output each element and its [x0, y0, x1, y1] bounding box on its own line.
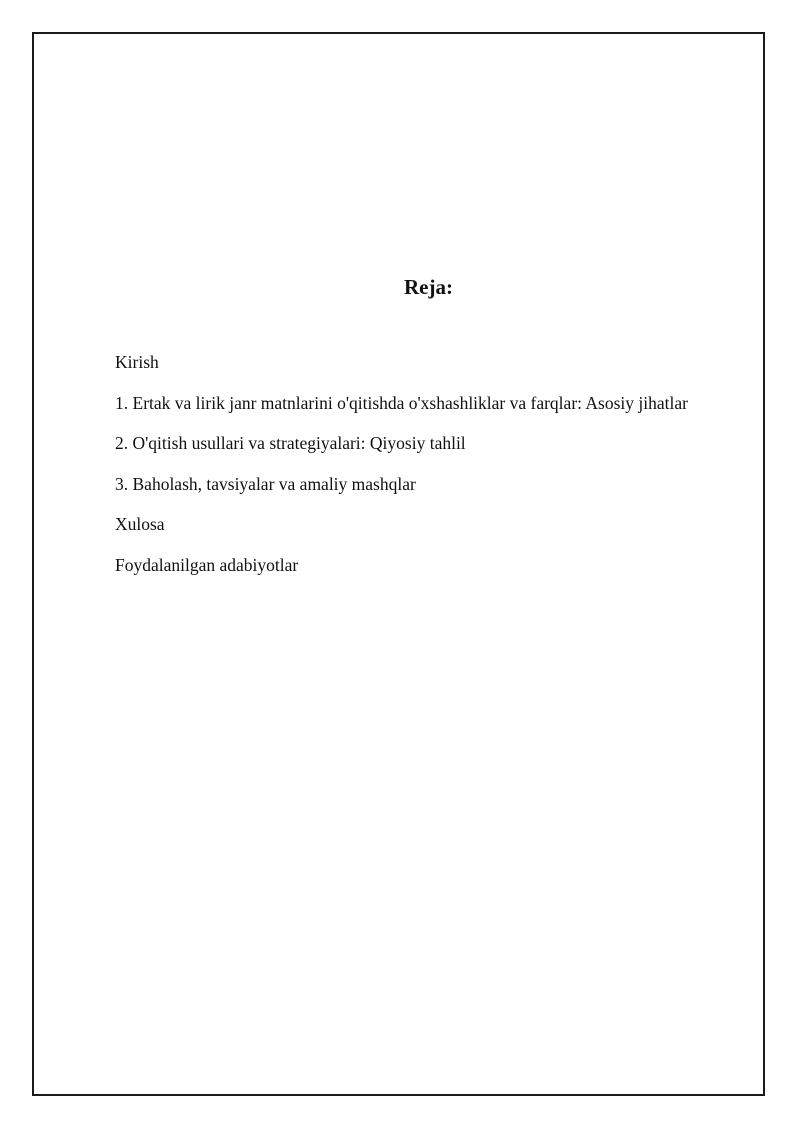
plan-item-section-2: 2. O'qitish usullari va strategiyalari: Qiyosiy tahlil — [115, 433, 466, 453]
plan-list — [115, 349, 688, 592]
plan-item-conclusion: Xulosa — [115, 514, 165, 534]
plan-item-introduction: Kirish — [115, 352, 159, 372]
plan-item-section-1: 1. Ertak va lirik janr matnlarini o'qitishda o'xshashliklar va farqlar: Asosiy jihatlar — [115, 392, 688, 413]
page-title: Reja: — [404, 275, 453, 299]
plan-item-references: Foydalanilgan adabiyotlar — [115, 554, 299, 575]
plan-item-section-3: 3. Baholash, tavsiyalar va amaliy mashqlar — [115, 473, 416, 494]
